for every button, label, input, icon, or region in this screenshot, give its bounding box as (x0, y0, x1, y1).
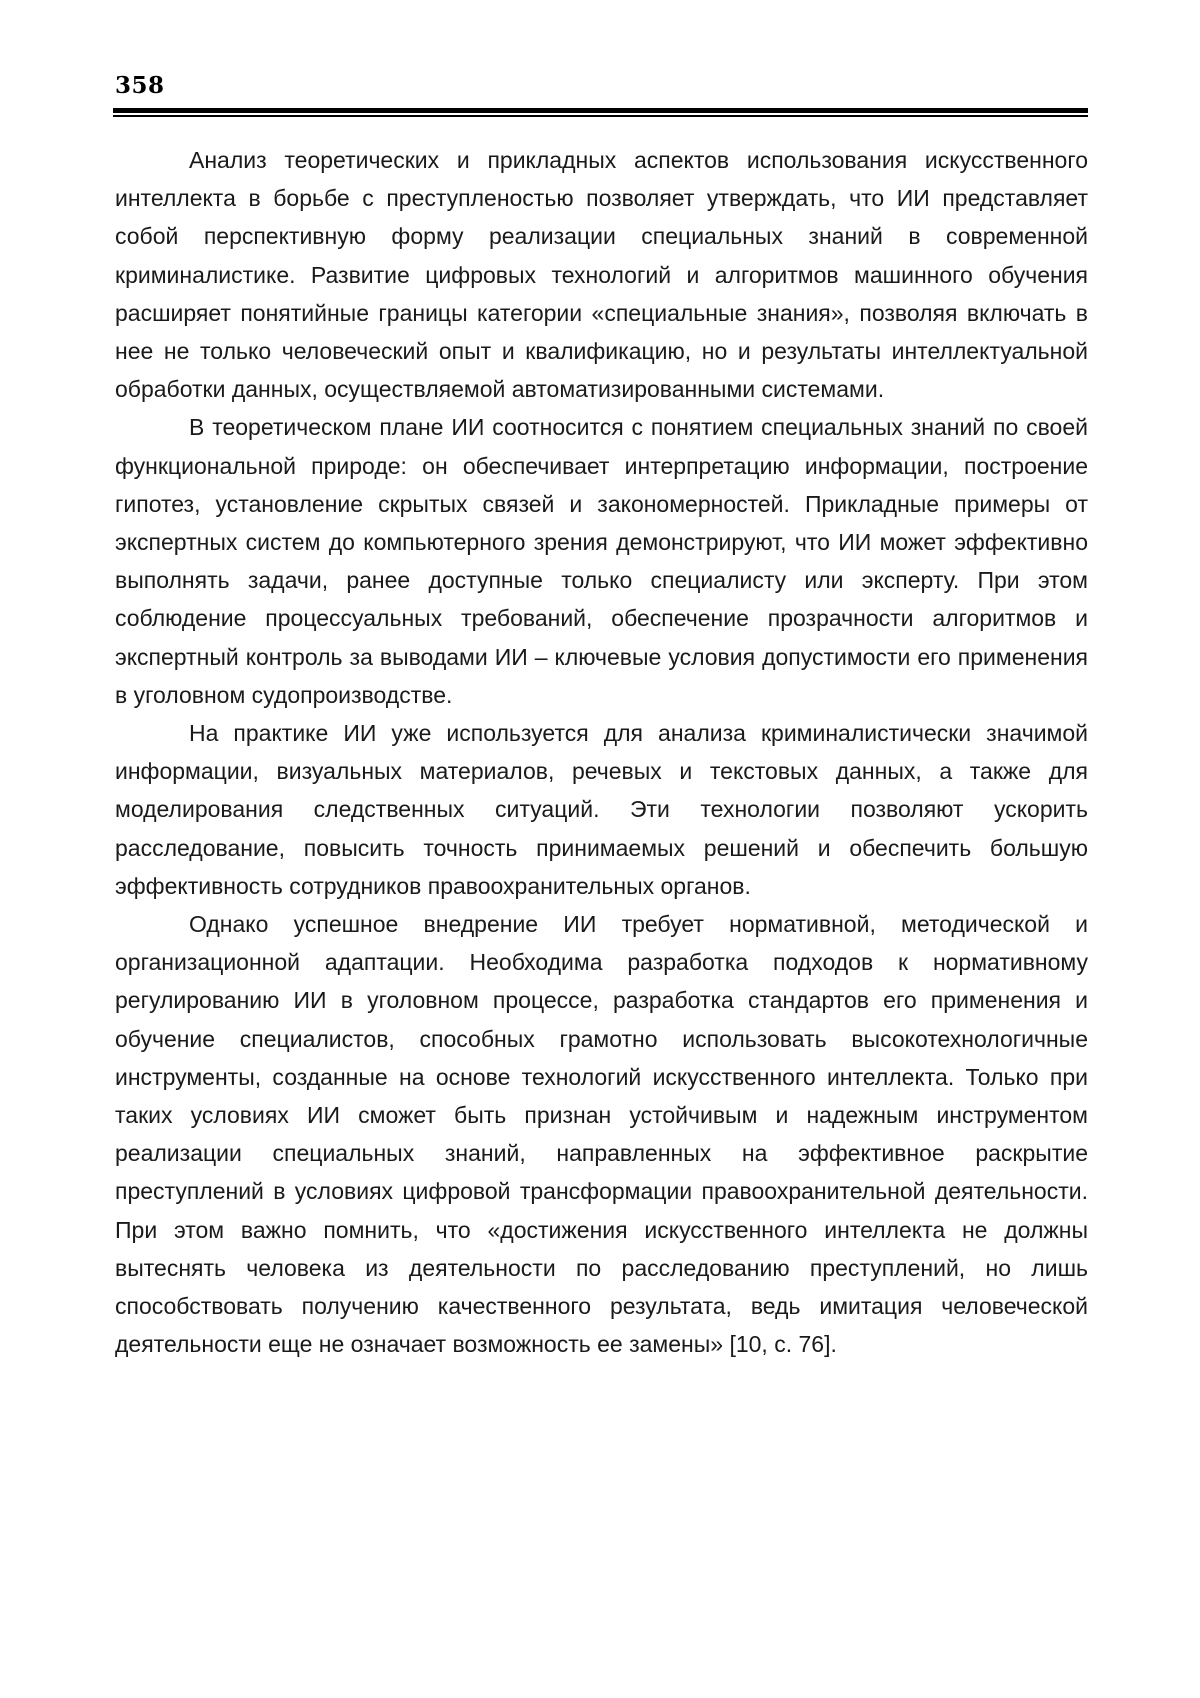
paragraph-2: В теоретическом плане ИИ соотносится с понятием специальных знаний по своей функциональной природе: он обеспечивает интерпретацию информации, построение гипотез, установление скрытых связей и закономерностей. Прикладные примеры от экспертных систем до компьютерного зрения демонстрируют, что ИИ может эффективно выполнять задачи, ранее доступные только специалисту или эксперту. При этом соблюдение процессуальных требований, обеспечение прозрачности алгоритмов и экспертный контроль за выводами ИИ – ключевые условия допустимости его применения в уголовном судопроизводстве. (115, 414, 1088, 708)
page-number: 358 (115, 72, 165, 99)
body-text (115, 141, 1088, 1364)
header-rule-thick (113, 108, 1088, 113)
paragraph-3: На практике ИИ уже используется для анализа криминалистически значимой информации, визуальных материалов, речевых и текстовых данных, а также для моделирования следственных ситуаций. Эти технологии позволяют ускорить расследование, повысить точность принимаемых решений и обеспечить большую эффективность сотрудников правоохранительных органов. (115, 720, 1088, 899)
paragraph-1: Анализ теоретических и прикладных аспектов использования искусственного интеллекта в борьбе с преступленостью позволяет утверждать, что ИИ представляет собой перспективную форму реализации специальных знаний в современной криминалистике. Развитие цифровых технологий и алгоритмов машинного обучения расширяет понятийные границы категории «специальные знания», позволяя включать в нее не только человеческий опыт и квалификацию, но и результаты интеллектуальной обработки данных, осуществляемой автоматизированными системами. (115, 147, 1088, 403)
header-rule-thin (113, 115, 1088, 117)
paragraph-4: Однако успешное внедрение ИИ требует нормативной, методической и организационной адаптации. Необходима разработка подходов к нормативному регулированию ИИ в уголовном процессе, разработка стандартов его применения и обучение специалистов, способных грамотно использовать высокотехнологичные инструменты, созданные на основе технологий искусственного интеллекта. Только при таких условиях ИИ сможет быть признан устойчивым и надежным инструментом реализации специальных знаний, направленных на эффективное раскрытие преступлений в условиях цифровой трансформации правоохранительной деятельности. При этом важно помнить, что «достижения искусственного интеллекта не должны вытеснять человека из деятельности по расследованию преступлений, но лишь способствовать получению качественного результата, ведь имитация человеческой деятельности еще не означает возможность ее замены» [10, с. 76]. (115, 911, 1088, 1358)
